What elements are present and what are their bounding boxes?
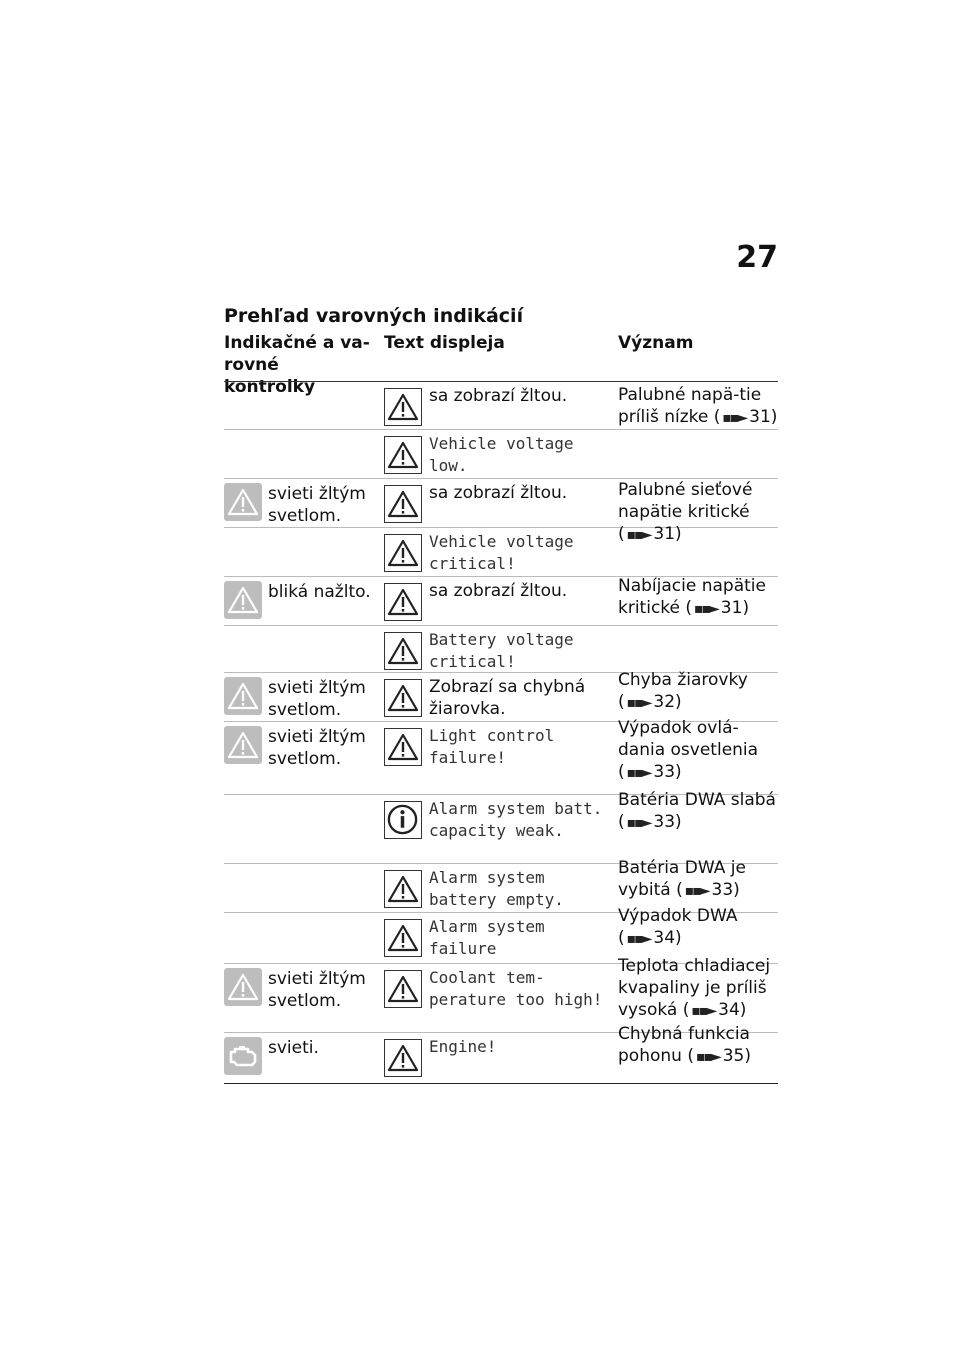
engine-lamp-icon	[224, 1037, 262, 1075]
warning-lamp-icon	[224, 677, 262, 715]
page-reference-number: 34	[718, 1000, 740, 1020]
meaning-label: Nabíjacie napätie kritické	[618, 576, 766, 618]
page-reference[interactable]: ( ▪▪► 31)	[680, 598, 750, 618]
page-number: 27	[736, 240, 778, 275]
display-warning-icon	[384, 679, 422, 717]
page-reference[interactable]: ( ▪▪► 33)	[670, 880, 740, 900]
page-reference-number: 32	[653, 692, 676, 712]
meaning-label: Chyba žiarovky	[618, 670, 748, 690]
page-reference[interactable]: ( ▪▪► 35)	[681, 1046, 751, 1066]
page-reference[interactable]: ( ▪▪► 32)	[618, 692, 682, 712]
page-reference[interactable]: ( ▪▪► 34)	[677, 1000, 747, 1020]
meaning-label: Teplota chladiacej kvapaliny je príliš vysoká	[618, 956, 771, 1020]
warning-lamp-icon	[224, 968, 262, 1006]
indicator-label: bliká nažlto.	[268, 582, 371, 602]
display-warning-icon	[384, 388, 422, 426]
meaning-text	[618, 955, 778, 1022]
meaning-text	[618, 669, 778, 714]
meaning-text	[618, 479, 778, 546]
arrow-right-icon: ▪▪►	[684, 883, 709, 899]
display-text: Vehicle voltage low.	[429, 434, 584, 475]
display-warning-icon	[384, 583, 422, 621]
table-row	[224, 430, 778, 479]
arrow-right-icon: ▪▪►	[626, 815, 651, 831]
meaning-label: Chybná funkcia pohonu	[618, 1024, 750, 1066]
arrow-right-icon: ▪▪►	[626, 931, 651, 947]
page-reference[interactable]: ( ▪▪► 31)	[618, 524, 682, 544]
page-reference-number: 35	[722, 1046, 745, 1066]
indicator-label: svieti žltým svetlom.	[268, 727, 366, 769]
column-header-meaning: Význam	[618, 333, 694, 353]
meaning-text	[618, 575, 778, 620]
column-header-indicators: Indikačné a va-rovné kontrolky	[224, 333, 370, 397]
page-reference[interactable]: ( ▪▪► 31)	[708, 407, 778, 427]
indicator-label: svieti žltým svetlom.	[268, 484, 366, 526]
arrow-right-icon: ▪▪►	[695, 1049, 720, 1065]
table-row	[224, 626, 778, 673]
arrow-right-icon: ▪▪►	[694, 601, 718, 617]
meaning-text	[618, 789, 778, 834]
page-reference[interactable]: ( ▪▪► 33)	[618, 762, 682, 782]
meaning-label: Výpadok ovlá-dania osvetlenia	[618, 718, 759, 760]
display-text: Vehicle voltage critical!	[429, 532, 584, 573]
display-text: Alarm system battery empty.	[429, 868, 564, 909]
display-text: Battery voltage critical!	[429, 630, 584, 671]
display-warning-icon	[384, 632, 422, 670]
meaning-text	[618, 857, 778, 902]
meaning-text	[618, 1023, 778, 1068]
display-warning-icon	[384, 534, 422, 572]
arrow-right-icon: ▪▪►	[722, 410, 747, 426]
display-text: Light control failure!	[429, 726, 564, 767]
display-text: Coolant tem-perature too high!	[429, 968, 603, 1009]
arrow-right-icon: ▪▪►	[691, 1003, 716, 1019]
display-warning-icon	[384, 919, 422, 957]
column-header-display-text: Text displeja	[384, 333, 505, 353]
display-warning-icon	[384, 728, 422, 766]
page-reference[interactable]: ( ▪▪► 34)	[618, 928, 682, 948]
meaning-label: Palubné sieťové napätie kritické	[618, 480, 753, 522]
meaning-text	[618, 384, 778, 429]
page-reference-number: 33	[653, 812, 676, 832]
display-warning-icon	[384, 1039, 422, 1077]
display-text: Alarm system batt. capacity weak.	[429, 799, 613, 840]
meaning-text	[618, 717, 778, 784]
meaning-label: Výpadok DWA	[618, 906, 738, 926]
indicator-label: svieti.	[268, 1038, 319, 1058]
meaning-label: Batéria DWA slabá	[618, 790, 776, 810]
display-warning-icon	[384, 870, 422, 908]
page-reference-number: 31	[749, 407, 771, 427]
meaning-label: Palubné napä-tie príliš nízke	[618, 385, 762, 427]
meaning-text	[618, 905, 778, 950]
page-reference-number: 33	[653, 762, 676, 782]
meaning-label: Batéria DWA je vybitá	[618, 858, 746, 900]
warning-lamp-icon	[224, 483, 262, 521]
display-text: sa zobrazí žltou.	[429, 386, 568, 406]
page-reference-number: 33	[711, 880, 734, 900]
page-reference-number: 31	[653, 524, 676, 544]
display-text: Alarm system failure	[429, 917, 555, 958]
section-title: Prehľad varovných indikácií	[224, 305, 524, 327]
display-text: Zobrazí sa chybná žiarovka.	[429, 677, 586, 719]
display-text: sa zobrazí žltou.	[429, 483, 568, 503]
warning-lamp-icon	[224, 726, 262, 764]
display-warning-icon	[384, 436, 422, 474]
display-text: sa zobrazí žltou.	[429, 581, 568, 601]
display-text: Engine!	[429, 1037, 497, 1056]
indicator-label: svieti žltým svetlom.	[268, 969, 366, 1011]
arrow-right-icon: ▪▪►	[626, 695, 651, 711]
display-info-icon	[384, 801, 422, 839]
indicator-label: svieti žltým svetlom.	[268, 678, 366, 720]
warning-lamp-icon	[224, 581, 262, 619]
arrow-right-icon: ▪▪►	[626, 765, 651, 781]
display-warning-icon	[384, 485, 422, 523]
page-reference-number: 34	[653, 928, 676, 948]
display-warning-icon	[384, 970, 422, 1008]
arrow-right-icon: ▪▪►	[626, 527, 651, 543]
page-reference-number: 31	[720, 598, 743, 618]
page-reference[interactable]: ( ▪▪► 33)	[618, 812, 682, 832]
